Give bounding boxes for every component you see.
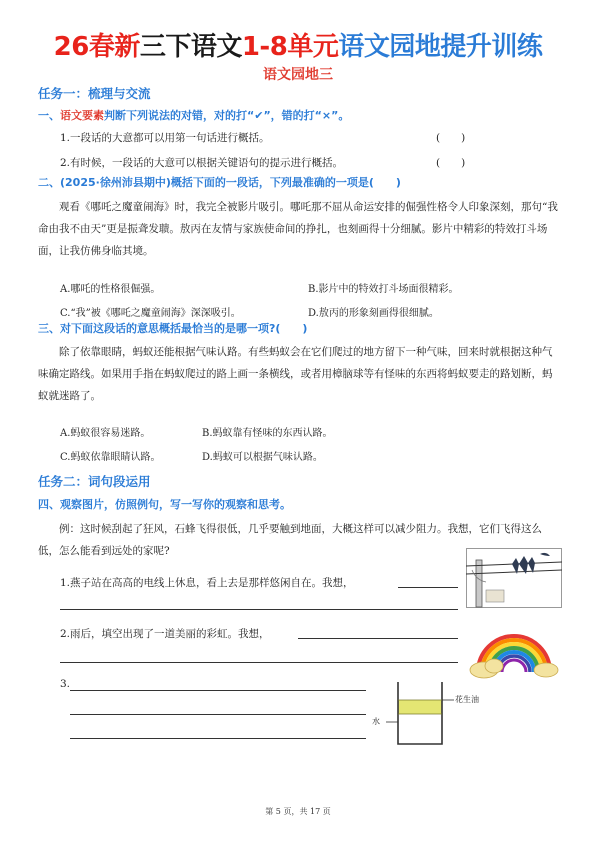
water-label: 水 — [372, 717, 380, 726]
s2-option-a[interactable]: A.哪吒的性格很倔强。 — [60, 284, 161, 295]
section-1-keyword: 语文要素 — [60, 109, 104, 122]
title-part-2: 三下语文 — [139, 32, 242, 62]
s3-option-c[interactable]: C.蚂蚁依靠眼睛认路。 — [60, 452, 161, 463]
oil-label: 花生油 — [455, 695, 479, 704]
s3-option-a[interactable]: A.蚂蚁很容易迷路。 — [60, 428, 151, 439]
page-subtitle: 语文园地三 — [263, 67, 333, 83]
s2-option-b[interactable]: B.影片中的特效打斗场面很精彩。 — [308, 284, 459, 295]
s4-item-3-blank-3[interactable] — [70, 738, 366, 739]
swallows-on-wire-image — [466, 548, 562, 608]
section-3-heading: 三、对下面这段话的意思概括最恰当的是哪一项?( ) — [38, 322, 308, 335]
page-footer: 第 5 页，共 17 页 — [265, 807, 331, 816]
s4-item-1-prompt: 1.燕子站在高高的电线上休息，看上去是那样悠闲自在。我想， — [60, 577, 354, 589]
section-1-heading — [38, 107, 349, 123]
s4-item-3-prompt: 3. — [60, 678, 71, 690]
s4-item-1-blank-1[interactable] — [398, 587, 458, 588]
task-1-heading: 任务一：梳理与交流 — [38, 86, 151, 101]
section-4-heading: 四、观察图片，仿照例句，写一写你的观察和思考。 — [38, 498, 291, 511]
section-1-instruction: 判断下列说法的对错，对的打“✔”，错的打“×”。 — [104, 109, 350, 122]
s4-item-3-blank-1[interactable] — [70, 690, 366, 691]
section-4-example: 例：这时候刮起了狂风，石蜂飞得很低，几乎要触到地面，大概这样可以减少阻力。我想，它们飞得这么低，怎么能看到远处的家呢? — [38, 523, 542, 557]
oil-water-glass-image — [366, 678, 492, 748]
s4-item-2-blank-1[interactable] — [298, 638, 458, 639]
rainbow-image — [466, 622, 562, 680]
title-part-4: 语文园地提升训练 — [338, 32, 543, 62]
s1-item-1-paren[interactable]: ( ) — [436, 132, 466, 144]
s2-option-c[interactable]: C.“我”被《哪吒之魔童闹海》深深吸引。 — [60, 308, 241, 319]
section-1-number: 一、 — [38, 109, 60, 122]
s4-item-3-blank-2[interactable] — [70, 714, 366, 715]
section-3-paragraph: 除了依靠眼睛，蚂蚁还能根据气味认路。有些蚂蚁会在它们爬过的地方留下一种气味，回来时就根据这种气味确定路线。如果用手指在蚂蚁爬过的路上画一条横线，或者用樟脑球等有怪味的东西将蚂蚁要走的路划断，蚂蚁就迷路了。 — [38, 346, 553, 402]
s1-item-2-paren[interactable]: ( ) — [436, 157, 466, 169]
task-2-heading: 任务二：词句段运用 — [38, 474, 151, 489]
section-2-heading: 二、(2025·徐州沛县期中)概括下面的一段话，下列最准确的一项是( ) — [38, 176, 401, 189]
page-title — [0, 26, 596, 63]
s3-option-b[interactable]: B.蚂蚁靠有怪味的东西认路。 — [202, 428, 333, 439]
s4-item-2-prompt: 2.雨后，填空出现了一道美丽的彩虹。我想， — [60, 628, 270, 640]
s2-option-d[interactable]: D.敖丙的形象刻画得很细腻。 — [308, 308, 439, 319]
title-part-3: 1-8单元 — [241, 32, 339, 62]
s3-option-d[interactable]: D.蚂蚁可以根据气味认路。 — [202, 452, 323, 463]
title-part-1: 26春新 — [53, 32, 140, 62]
section-2-paragraph: 观看《哪吒之魔童闹海》时，我完全被影片吸引。哪吒那不屈从命运安排的倔强性格令人印象深刻，那句“我命由我不由天”更是振聋发聩。敖丙在友情与家族使命间的挣扎，也刻画得十分细腻。影片中精彩的特效打斗场面，让我仿佛身临其境。 — [38, 201, 558, 257]
s4-item-2-blank-2[interactable] — [60, 662, 458, 663]
s1-item-1: 1.一段话的大意都可以用第一句话进行概括。 — [60, 132, 270, 144]
s1-item-2: 2.有时候，一段话的大意可以根据关键语句的提示进行概括。 — [60, 157, 344, 169]
s4-item-1-blank-2[interactable] — [60, 609, 458, 610]
